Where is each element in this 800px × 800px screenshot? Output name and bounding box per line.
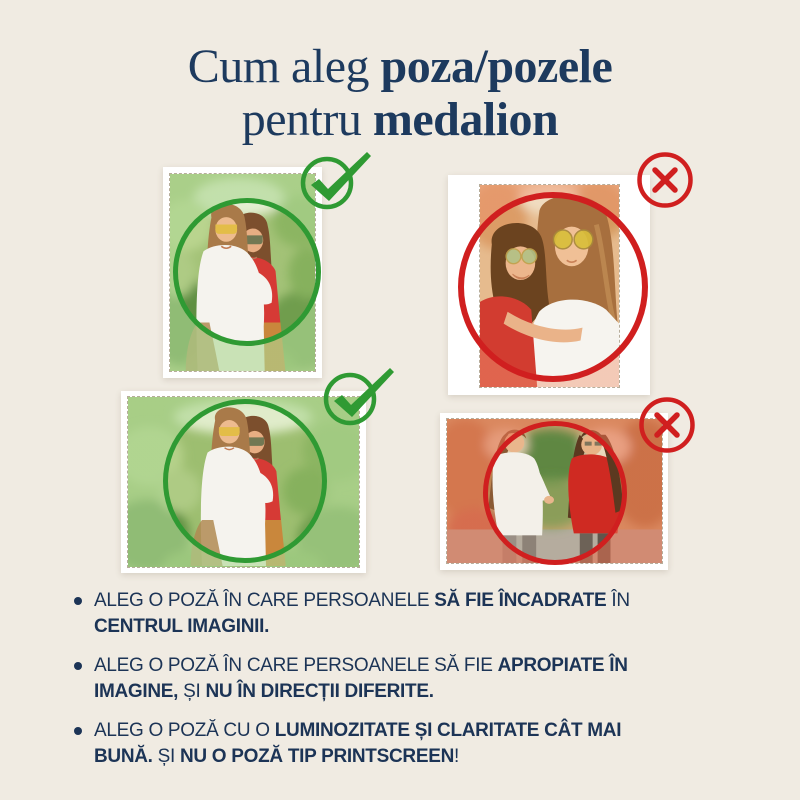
example-card-bad-portrait <box>448 175 650 395</box>
instruction-text: ALEG O POZĂ CU O LUMINOZITATE ȘI CLARITATE CÂT MAI BUNĂ. ȘI NU O POZĂ TIP PRINTSCREEN! <box>94 720 622 767</box>
instruction-item <box>74 653 736 705</box>
instruction-item <box>74 718 736 770</box>
example-card-good-landscape <box>121 391 366 573</box>
page-title: Cum aleg poza/pozele pentru medalion <box>187 40 613 146</box>
bullet-dot <box>74 662 82 670</box>
x-icon <box>634 149 696 211</box>
example-card-good-portrait <box>163 167 322 378</box>
check-icon <box>321 366 399 430</box>
example-card-bad-landscape <box>440 413 668 570</box>
crop-circle-good-2 <box>163 399 327 563</box>
x-icon <box>636 394 698 456</box>
instruction-text: ALEG O POZĂ ÎN CARE PERSOANELE SĂ FIE APROPIATE ÎN IMAGINE, ȘI NU ÎN DIRECȚII DIFERITE. <box>94 655 628 702</box>
crop-circle-bad-1 <box>458 192 648 382</box>
instructions-list <box>74 588 736 783</box>
bullet-dot <box>74 597 82 605</box>
instruction-text: ALEG O POZĂ ÎN CARE PERSOANELE SĂ FIE ÎNCADRATE ÎN CENTRUL IMAGINII. <box>94 590 630 637</box>
crop-circle-bad-2 <box>483 421 627 565</box>
bullet-dot <box>74 727 82 735</box>
crop-circle-good-1 <box>173 198 321 346</box>
check-icon <box>298 150 376 214</box>
instruction-item <box>74 588 736 640</box>
